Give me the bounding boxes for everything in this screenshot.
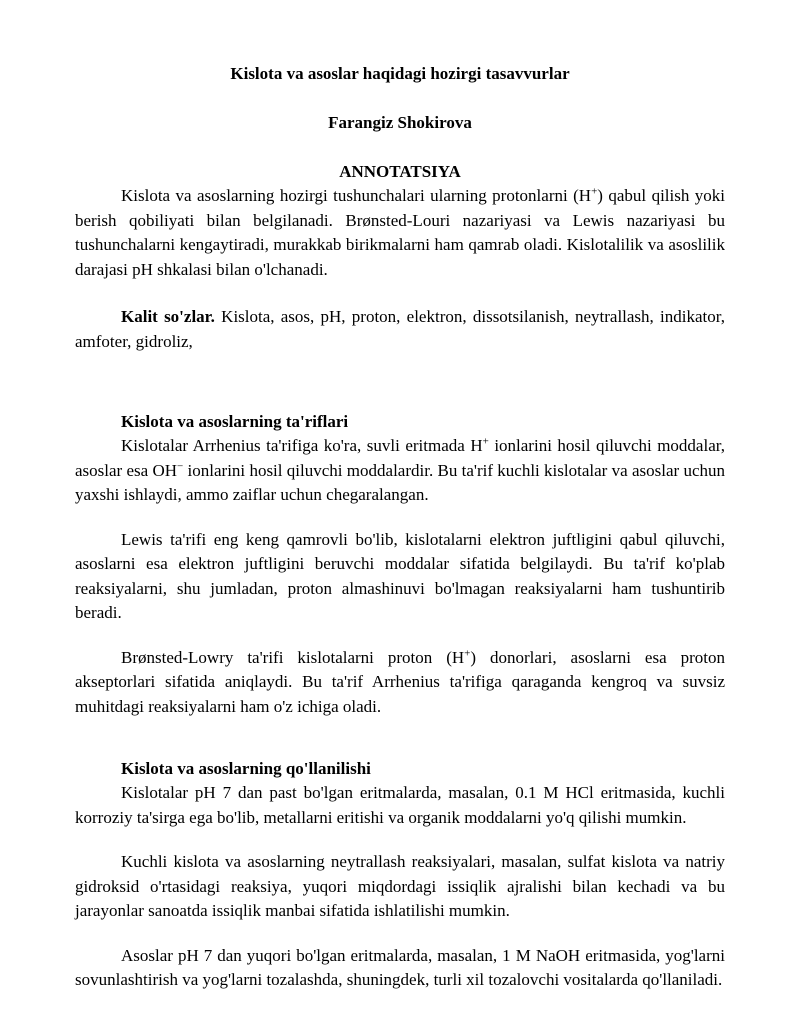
- definitions-paragraph-lewis: Lewis ta'rifi eng keng qamrovli bo'lib, kislotalarni elektron juftligini qabul qiluvchi, asoslarni esa elektron juftligini beruvchi moddalar sifatida belgilaydi. Bu ta'rif ko'plab reaksiyalarni, shu jumladan, proton almashinuvi bo'lmagan reaksiyalarni ham tushuntirib beradi.: [75, 529, 725, 622]
- applications-paragraph-bases: Asoslar pH 7 dan yuqori bo'lgan eritmalarda, masalan, 1 M NaOH eritmasida, yog'larni sovunlashtirish va yog'larni tozalashda, shuningdek, turli xil tozalovchi vositalarda qo'llaniladi.: [75, 945, 725, 989]
- applications-paragraph-acids: Kislotalar pH 7 dan past bo'lgan eritmalarda, masalan, 0.1 M HCl eritmasida, kuchli korroziy ta'sirga ega bo'lib, metallarni eritishi va organik moddalarni yo'q qilishi mumkin.: [75, 783, 725, 827]
- definitions-paragraph-bronsted: Brønsted-Lowry ta'rifi kislotalarni proton (H+) donorlari, asoslarni esa proton akseptorlari sifatida aniqlaydi. Bu ta'rif Arrhenius ta'rifiga qaraganda kengroq va suvsiz muhitdagi reaksiyalarni ham o'z ichiga oladi.: [75, 646, 725, 716]
- annotation-heading: ANNOTATSIYA: [339, 162, 461, 181]
- annotation-paragraph: Kislota va asoslarning hozirgi tushunchalari ularning protonlarni (H+) qabul qilish yoki berish qobiliyati bilan belgilanadi. Brønsted-Louri nazariyasi va Lewis nazariyasi bu tushunchalarni kengaytiradi, murakkab birikmalarni ham qamrab oladi. Kislotalilik va asoslilik darajasi pH shkalasi bilan o'lchanadi.: [75, 185, 725, 279]
- author-name: Farangiz Shokirova: [328, 113, 472, 132]
- section-heading-applications: Kislota va asoslarning qo'llanilishi: [121, 759, 371, 778]
- keywords-paragraph: [75, 305, 725, 354]
- document-page: [75, 62, 725, 993]
- definitions-paragraph-arrhenius: Kislotalar Arrhenius ta'rifiga ko'ra, suvli eritmada H+ ionlarini hosil qiluvchi moddalar, asoslar esa OH− ionlarini hosil qiluvchi moddalardir. Bu ta'rif kuchli kislotalar va asoslar uchun yaxshi ishlaydi, ammo zaiflar uchun chegaralangan.: [75, 435, 725, 504]
- paper-title: Kislota va asoslar haqidagi hozirgi tasavvurlar: [230, 64, 570, 83]
- section-heading-definitions: Kislota va asoslarning ta'riflari: [121, 412, 349, 431]
- applications-paragraph-neutralization: Kuchli kislota va asoslarning neytrallash reaksiyalari, masalan, sulfat kislota va natriy gidroksid o'rtasidagi reaksiya, yuqori miqdordagi issiqlik ajralishi bilan kechadi va bu jarayonlar sanoatda issiqlik manbai sifatida ishlatilishi mumkin.: [75, 852, 725, 920]
- keywords-text: Kislota, asos, pH, proton, elektron, dissotsilanish, neytrallash, indikator, amfoter, gidroliz,: [75, 307, 725, 351]
- keywords-label: Kalit so'zlar.: [121, 307, 215, 326]
